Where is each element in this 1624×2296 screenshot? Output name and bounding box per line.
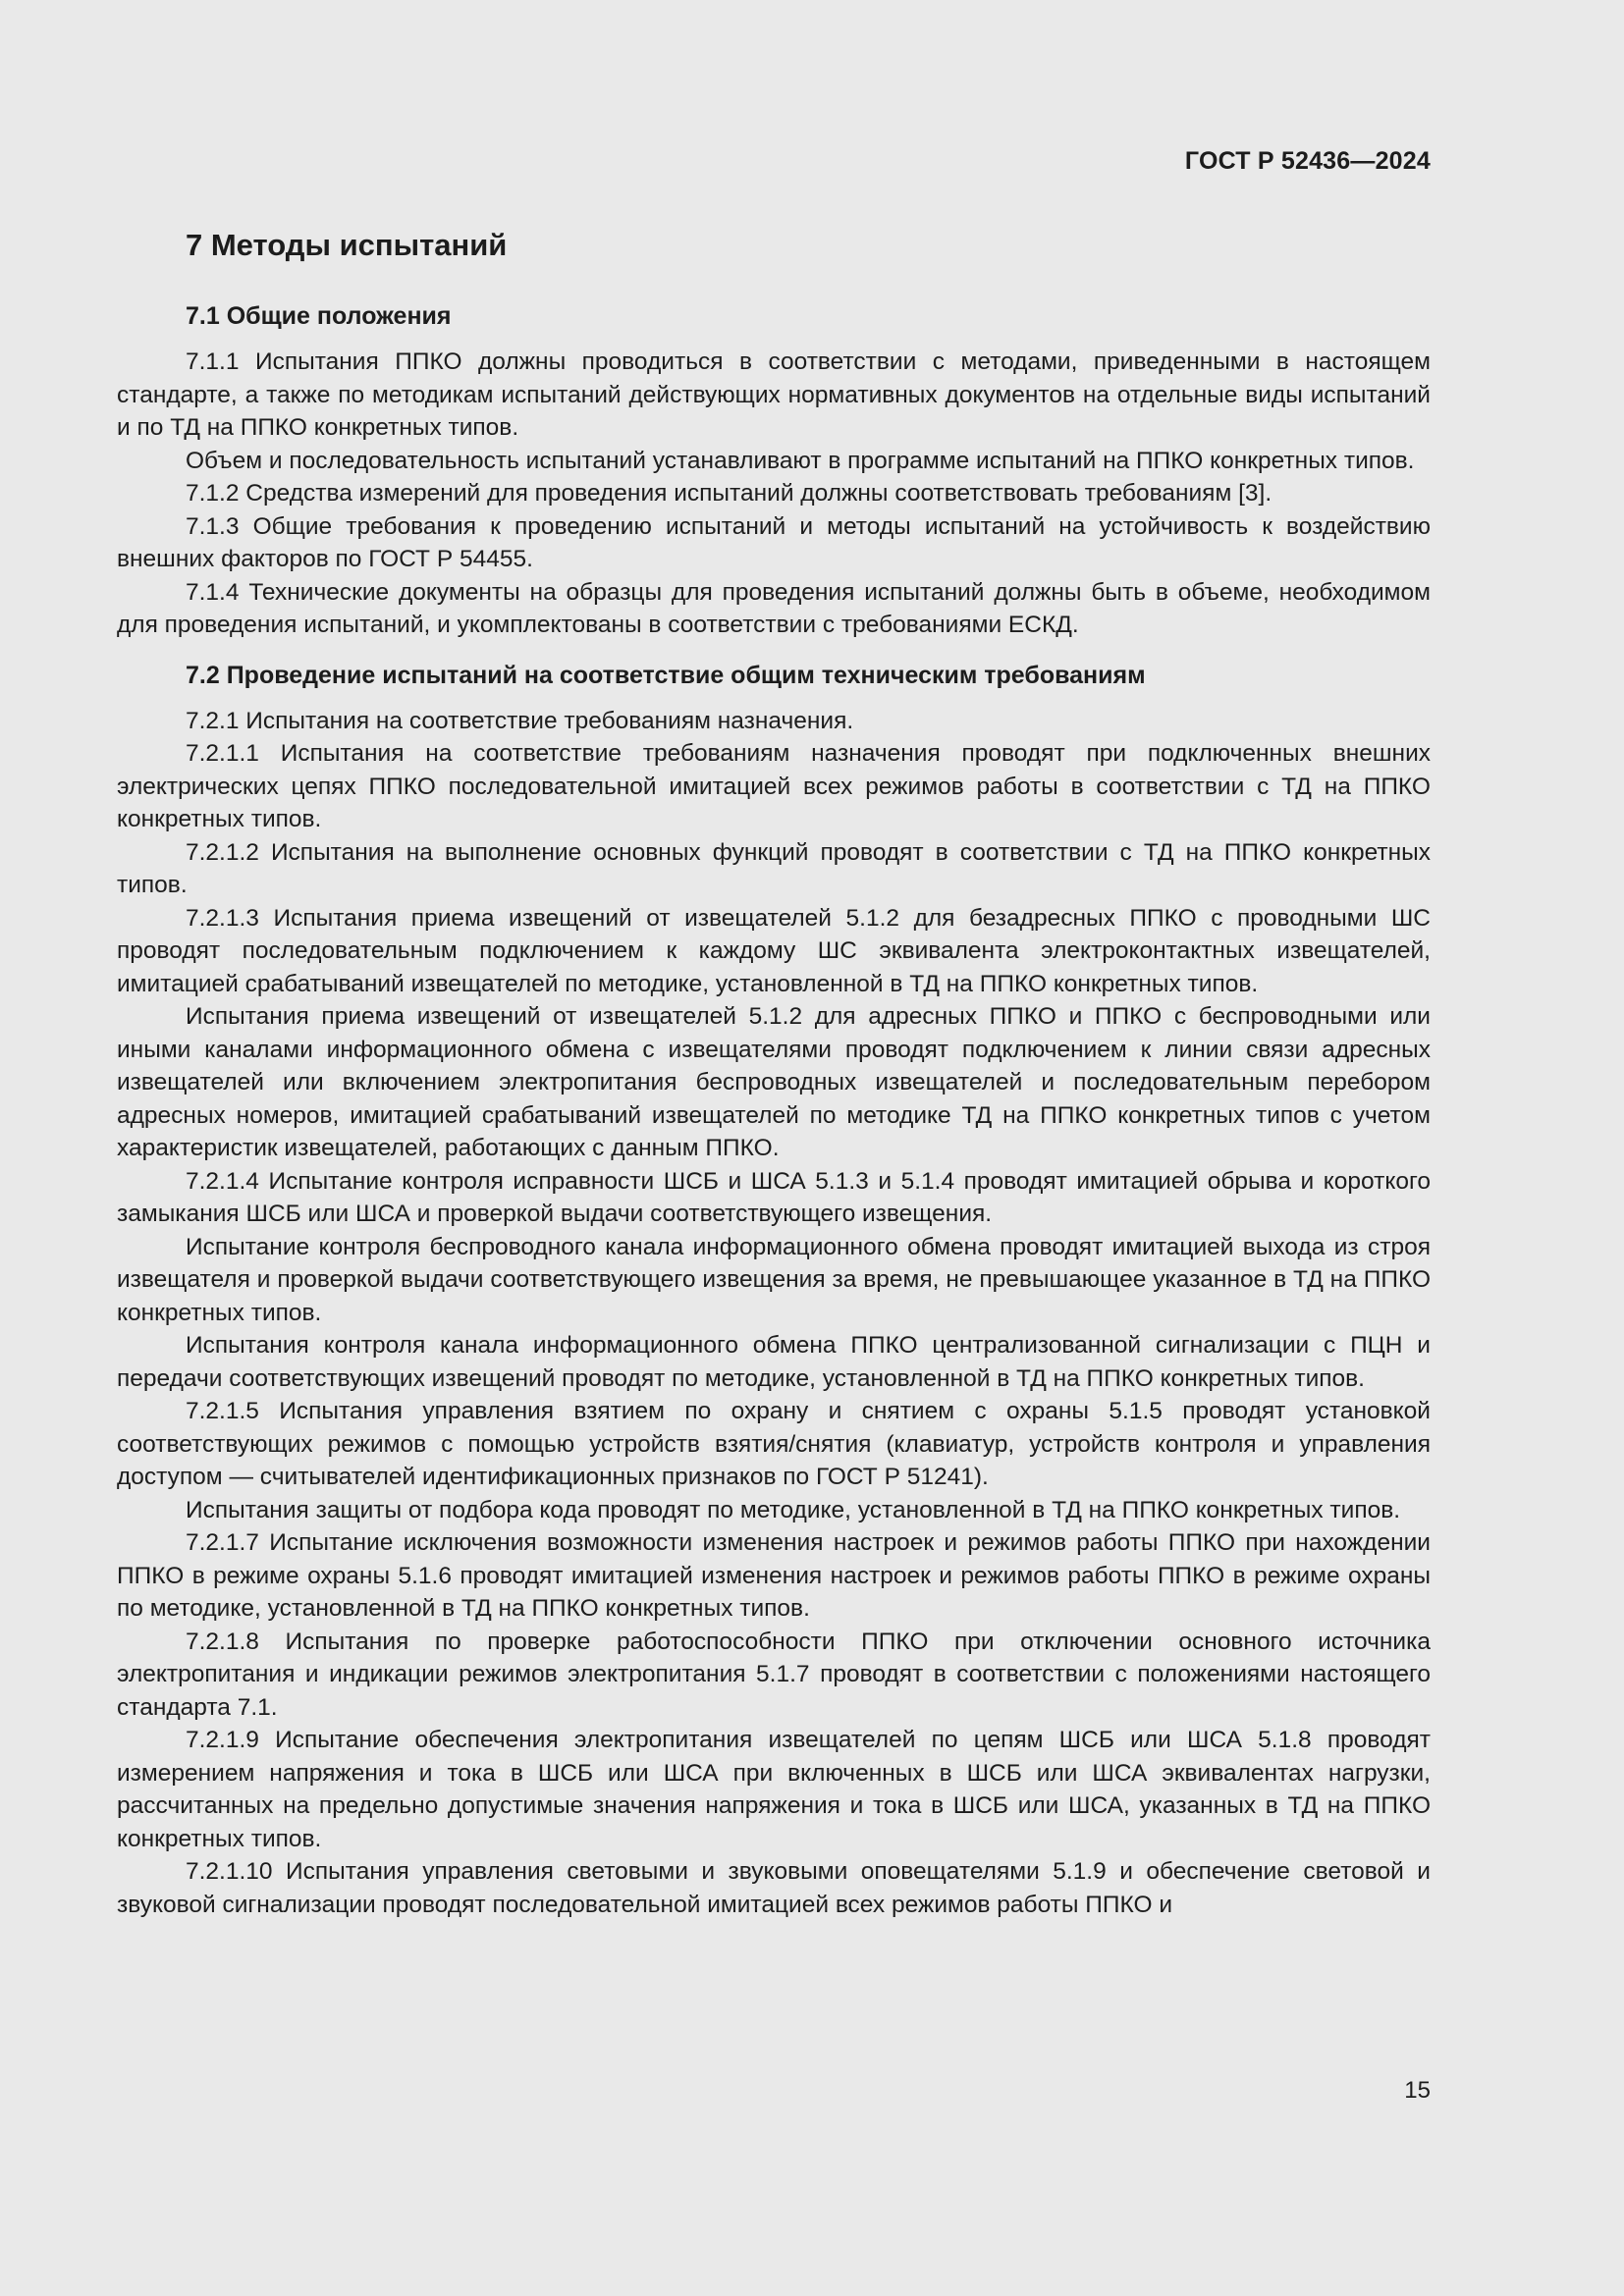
- paragraph: Испытания контроля канала информационного обмена ППКО централизованной сигнализации с ПЦН и передачи соответствующих извещений проводят по методике, установленной в ТД на ППКО конкретных типов.: [117, 1332, 1431, 1392]
- paragraph: 7.1.2 Средства измерений для проведения испытаний должны соответствовать требованиям [3].: [186, 480, 1272, 507]
- paragraph: 7.2.1.3 Испытания приема извещений от извещателей 5.1.2 для безадресных ППКО с проводными ШС проводят последовательным подключением к каждому ШС эквивалента электроконтактных извещателей, имитацией срабатываний извещателей по методике, установленной в ТД на ППКО конкретных типов.: [117, 904, 1431, 997]
- paragraph: 7.2.1.9 Испытание обеспечения электропитания извещателей по цепям ШСБ или ШСА 5.1.8 проводят измерением напряжения и тока в ШСБ или ШСА при включенных в ШСБ или ШСА эквивалентах нагрузки, рассчитанных на предельно допустимые значения напряжения и тока в ШСБ или ШСА, указанных в ТД на ППКО конкретных типов.: [117, 1727, 1431, 1852]
- paragraph: 7.2.1.5 Испытания управления взятием по охрану и снятием с охраны 5.1.5 проводят установкой соответствующих режимов с помощью устройств взятия/снятия (клавиатур, устройств контроля и управления доступом — считывателей идентификационных признаков по ГОСТ Р 51241).: [117, 1398, 1431, 1490]
- page-number: 15: [1404, 2077, 1431, 2104]
- document-code: ГОСТ Р 52436—2024: [1184, 147, 1431, 175]
- paragraph: 7.2.1.4 Испытание контроля исправности ШСБ и ШСА 5.1.3 и 5.1.4 проводят имитацией обрыва и короткого замыкания ШСБ или ШСА и проверкой выдачи соответствующего извещения.: [117, 1167, 1431, 1227]
- paragraph: 7.1.1 Испытания ППКО должны проводиться в соответствии с методами, приведенными в настоящем стандарте, а также по методикам испытаний действующих нормативных документов на отдельные виды испытаний и по ТД на ППКО конкретных типов.: [117, 348, 1431, 441]
- paragraph: Испытания защиты от подбора кода проводят по методике, установленной в ТД на ППКО конкретных типов.: [186, 1496, 1401, 1523]
- paragraph: 7.2.1.1 Испытания на соответствие требованиям назначения проводят при подключенных внешних электрических цепях ППКО последовательной имитацией всех режимов работы в соответствии с ТД на ППКО конкретных типов.: [117, 740, 1431, 832]
- paragraph: 7.2.1.8 Испытания по проверке работоспособности ППКО при отключении основного источника электропитания и индикации режимов электропитания 5.1.7 проводят в соответствии с положениями настоящего стандарта 7.1.: [117, 1628, 1431, 1721]
- subsection-title-7-2: 7.2 Проведение испытаний на соответствие общим техническим требованиям: [186, 661, 1146, 689]
- paragraph: Испытания приема извещений от извещателей 5.1.2 для адресных ППКО и ППКО с беспроводными или иными каналами информационного обмена с извещателями проводят подключением к линии связи адресных извещателей или включением электропитания беспроводных извещателей и последовательным перебором адресных номеров, имитацией срабатываний извещателей по методике ТД на ППКО конкретных типов с учетом характеристик извещателей, работающих с данным ППКО.: [117, 1003, 1431, 1161]
- paragraph: Испытание контроля беспроводного канала информационного обмена проводят имитацией выхода из строя извещателя и проверкой выдачи соответствующего извещения за время, не превышающее указанное в ТД на ППКО конкретных типов.: [117, 1233, 1431, 1326]
- subsection-title-7-1: 7.1 Общие положения: [186, 302, 452, 330]
- paragraph: 7.2.1.2 Испытания на выполнение основных функций проводят в соответствии с ТД на ППКО конкретных типов.: [117, 838, 1431, 898]
- paragraph: 7.1.4 Технические документы на образцы для проведения испытаний должны быть в объеме, необходимом для проведения испытаний, и укомплектованы в соответствии с требованиями ЕСКД.: [117, 578, 1431, 638]
- paragraph: 7.2.1.7 Испытание исключения возможности изменения настроек и режимов работы ППКО при нахождении ППКО в режиме охраны 5.1.6 проводят имитацией изменения настроек и режимов работы ППКО в режиме охраны по методике, установленной в ТД на ППКО конкретных типов.: [117, 1529, 1431, 1622]
- paragraph: 7.1.3 Общие требования к проведению испытаний и методы испытаний на устойчивость к воздействию внешних факторов по ГОСТ Р 54455.: [117, 512, 1431, 572]
- section-title: 7 Методы испытаний: [186, 228, 508, 262]
- paragraph: 7.2.1.10 Испытания управления световыми и звуковыми оповещателями 5.1.9 и обеспечение световой и звуковой сигнализации проводят последовательной имитацией всех режимов работы ППКО и: [117, 1858, 1431, 1918]
- document-body: [117, 222, 1431, 1921]
- paragraph: 7.2.1 Испытания на соответствие требованиям назначения.: [186, 707, 854, 734]
- paragraph: Объем и последовательность испытаний устанавливают в программе испытаний на ППКО конкретных типов.: [186, 447, 1415, 474]
